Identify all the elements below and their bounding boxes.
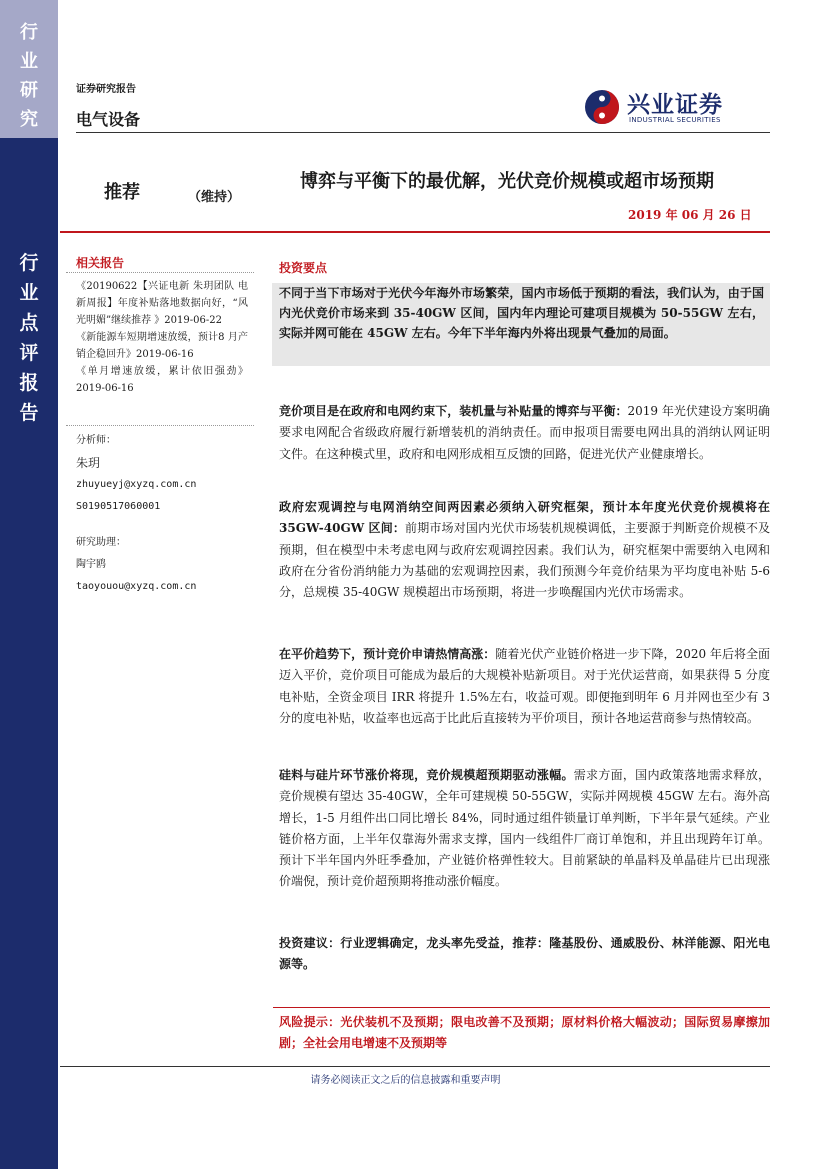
paragraph: 在平价趋势下，预计竞价申请热情高涨：随着光伏产业链价格进一步下降，2020 年后将全面迈入平价，竞价项目可能成为最后的大规模补贴新项目。对于光伏运营商，如果获得 5 分度电补贴，全资金项目 IRR 将提升 1.5%左右，收益可观。即便拖到明年 6 月并网也至少有 3 分的度电补贴，收益率也远高于比此后直接转为平价项目，预计各地运营商参与热情较高。 <box>279 647 770 725</box>
paragraph: 硅料与硅片环节涨价将现，竞价规模超预期驱动涨幅。需求方面，国内政策落地需求释放，竞价规模有望达 35-40GW，全年可建规模 50-55GW，实际并网规模 45GW 左右。海外高增长，1-5 月组件出口同比增长 84%，同时通过组件锁量订单判断，下半年景气延续。产业链价格方面，上半年仅靠海外需求支撑，国内一线组件厂商订单饱和，并且出现跨年订单。预计下半年国内外旺季叠加，产业链价格弹性较大。目前紧缺的单晶料及单晶硅片已出现涨价端倪，预计竞价超预期将推动涨价幅度。 <box>279 768 770 889</box>
related-report-item[interactable]: 《新能源车短期增速放缓，预计8 月产销企稳回升》2019-06-16 <box>76 332 248 360</box>
footer-divider <box>60 1066 770 1067</box>
title-divider <box>60 231 770 233</box>
analyst-label: 分析师： <box>76 435 116 446</box>
assistant-email[interactable]: taoyouou@xyzq.com.cn <box>76 581 197 592</box>
header-divider <box>76 132 770 133</box>
assistant-block <box>76 532 196 598</box>
risk-warning: 风险提示：光伏装机不及预期；限电改善不及预期；原材料价格大幅波动；国际贸易摩擦加剧；全社会用电增速不及预期等 <box>279 1015 770 1050</box>
analyst-license: S0190517060001 <box>76 501 161 512</box>
industry-name: 电气设备 <box>76 110 141 129</box>
paragraph: 竞价项目是在政府和电网约束下，装机量与补贴量的博弈与平衡：2019 年光伏建设方案明确要求电网配合省级政府履行新增装机的消纳责任。而申报项目需要电网出具的消纳认网证明文件。在这种模式里，政府和电网形成相互反馈的回路，促进光伏产业健康增长。 <box>279 404 770 461</box>
logo-text-cn: 兴业证券 <box>627 92 723 118</box>
rating: 推荐 <box>104 182 140 203</box>
related-report-item[interactable]: 《20190622【兴证电新 朱玥团队 电新周报】年度补贴落地数据向好，“风光明媚”继续推荐 》2019-06-22 <box>76 281 248 326</box>
key-points-summary: 不同于当下市场对于光伏今年海外市场繁荣，国内市场低于预期的看法，我们认为，由于国内光伏竞价市场来到 35-40GW 区间，国内年内理论可建项目规模为 50-55GW 左右，实际并网可能在 45GW 左右。今年下半年海内外将出现景气叠加的局面。 <box>272 283 770 366</box>
investment-advice: 投资建议：行业逻辑确定，龙头率先受益，推荐：隆基股份、通威股份、林洋能源、阳光电源等。 <box>279 936 770 972</box>
assistant-label: 研究助理： <box>76 537 126 548</box>
band-label-industry-comment: 行 业 点 评 报 告 <box>19 252 39 424</box>
footer-disclaimer[interactable]: 请务必阅读正文之后的信息披露和重要声明 <box>310 1075 501 1086</box>
rating-maintain: （维持） <box>188 190 241 205</box>
related-reports-list <box>76 278 248 397</box>
sidebar-rule <box>66 272 254 273</box>
analyst-email[interactable]: zhuyueyj@xyzq.com.cn <box>76 479 197 490</box>
analyst-name: 朱玥 <box>76 456 101 470</box>
related-report-item[interactable]: 《单月增速放缓，累计依旧强劲》2019-06-16 <box>76 366 248 394</box>
report-title: 博弈与平衡下的最优解，光伏竞价规模或超市场预期 <box>300 171 714 192</box>
assistant-name: 陶宇鸥 <box>76 559 106 570</box>
analyst-block <box>76 430 196 518</box>
related-reports-heading: 相关报告 <box>76 256 125 270</box>
sidebar-rule <box>66 425 254 426</box>
report-type: 证券研究报告 <box>76 84 136 95</box>
risk-divider <box>273 1007 770 1008</box>
band-label-industry-research: 行 业 研 究 <box>20 22 38 130</box>
logo-swirl-icon <box>583 88 621 126</box>
report-date: 2019 年 06 月 26 日 <box>628 208 752 222</box>
company-logo <box>583 86 753 130</box>
key-points-heading: 投资要点 <box>279 261 328 275</box>
paragraph: 政府宏观调控与电网消纳空间两因素必须纳入研究框架，预计本年度光伏竞价规模将在 35GW-40GW 区间：前期市场对国内光伏市场装机规模调低，主要源于判断竞价规模不及预期，但在模型中未考虑电网与政府宏观调控因素。我们认为，研究框架中需要纳入电网和政府在分省份消纳能力为基础的宏观调控因素，我们预测今年竞价结果为平均度电补贴 5-6 分，总规模 35-40GW 规模超出市场预期，将进一步唤醒国内光伏市场需求。 <box>279 500 770 600</box>
logo-text-en: INDUSTRIAL SECURITIES <box>629 116 721 124</box>
